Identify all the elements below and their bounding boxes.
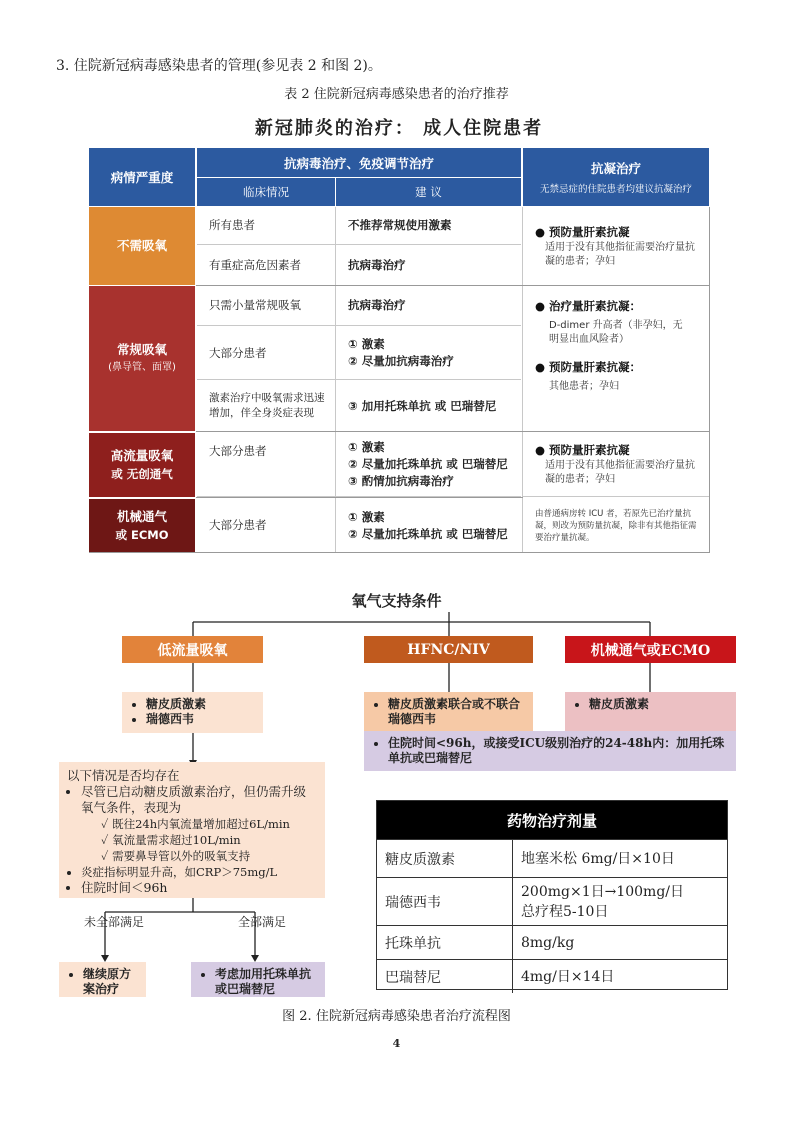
table-row — [377, 925, 727, 959]
clinical-text: 有重症高危因素者 — [209, 258, 301, 272]
severity-label: 不需吸氧 — [116, 238, 167, 253]
anticoag-title: ● 预防量肝素抗凝 — [535, 443, 630, 457]
hfnc-niv-box: HFNC/NIV — [364, 636, 533, 663]
mech-treatment — [565, 692, 736, 731]
consider-box — [191, 962, 325, 997]
dose-text: 总疗程5-10日 — [521, 903, 609, 920]
severity-sub: (鼻导管、面罩) — [108, 361, 176, 373]
anticoag-text: 适用于没有其他指征需要治疗量抗凝的患者；孕妇 — [545, 241, 695, 267]
flowchart-title: 氧气支持条件 — [351, 592, 442, 610]
anticoag-title: ● 预防量肝素抗凝： — [535, 360, 642, 374]
list-item: • 糖皮质激素 — [146, 697, 255, 712]
header-advice: 建 议 — [336, 178, 521, 206]
advice-text: ① 激素 — [348, 509, 385, 524]
condition-sub: ✓ 需要鼻导管以外的吸氧支持 — [101, 848, 317, 864]
drug-name: 糖皮质激素 — [377, 840, 513, 877]
clinical-text: 大部分患者 — [209, 518, 267, 532]
condition-title: 以下情况是否均存在 — [67, 768, 180, 783]
table-row — [377, 959, 727, 993]
low-flow-oxygen-box: 低流量吸氧 — [122, 636, 263, 663]
anticoag-title: ● 预防量肝素抗凝 — [535, 224, 630, 239]
header-anticoag-sub: 无禁忌症的住院患者均建议抗凝治疗 — [539, 184, 692, 195]
low-flow-treatment — [122, 692, 263, 733]
hfnc-treatment — [364, 692, 533, 731]
anticoag-text: D-dimer 升高者（非孕妇，无明显出血风险者） — [549, 320, 683, 345]
advice-text: ① 激素 — [348, 337, 385, 351]
severity-label: 高流量吸氧 — [110, 448, 174, 463]
condition-box — [59, 762, 325, 898]
branch-label-all: 全部满足 — [238, 915, 287, 929]
dose-text: 地塞米松 6mg/日×10日 — [521, 850, 675, 867]
condition-item: • 炎症指标明显升高，如CRP＞75mg/L — [81, 864, 317, 880]
page-number: 4 — [392, 1037, 401, 1050]
severity-label: 常规吸氧 — [116, 341, 167, 357]
continue-box — [59, 962, 146, 997]
condition-item: • 住院时间＜96h — [81, 880, 317, 896]
table-row — [377, 839, 727, 877]
advice-text: ② 尽量加托珠单抗 或 巴瑞替尼 — [348, 457, 508, 471]
mechanical-ecmo-box: 机械通气或ECMO — [565, 636, 736, 663]
drug-name: 巴瑞替尼 — [377, 960, 513, 993]
clinical-text: 大部分患者 — [209, 345, 267, 360]
severity-sub: 或 ECMO — [115, 527, 169, 542]
drug-dose — [513, 926, 727, 959]
dose-table — [376, 800, 728, 990]
advice-text: ③ 酌情加抗病毒治疗 — [348, 474, 454, 488]
advice-text: ② 尽量加托珠单抗 或 巴瑞替尼 — [348, 526, 508, 541]
list-item: • 糖皮质激素联合或不联合瑞德西韦 — [388, 697, 525, 727]
drug-dose — [513, 960, 727, 993]
clinical-text: 所有患者 — [209, 218, 255, 232]
anticoag-text: 其他患者；孕妇 — [549, 381, 619, 392]
branch-label-not-all: 未全部满足 — [84, 915, 145, 929]
drug-name: 瑞德西韦 — [377, 878, 513, 925]
severity-label: 机械通气 — [116, 508, 167, 524]
list-item: • 瑞德西韦 — [146, 712, 255, 727]
header-anticoag-title: 抗凝治疗 — [590, 161, 641, 176]
list-item: • 考虑加用托珠单抗或巴瑞替尼 — [215, 967, 317, 997]
hfnc-extra-treatment — [364, 731, 736, 771]
dose-text: 4mg/日×14日 — [521, 968, 615, 985]
condition-sub: ✓ 氧流量需求超过10L/min — [101, 832, 317, 848]
clinical-text: 激素治疗中吸氧需求迅速增加，伴全身炎症表现 — [209, 392, 325, 419]
condition-sub: ✓ 既往24h内氧流量增加超过6L/min — [101, 816, 317, 832]
advice-text: 抗病毒治疗 — [348, 258, 406, 272]
advice-text: ② 尽量加抗病毒治疗 — [348, 354, 454, 368]
clinical-text: 大部分患者 — [209, 444, 267, 458]
clinical-text: 只需小量常规吸氧 — [209, 298, 301, 312]
list-item: • 继续原方案治疗 — [83, 967, 138, 997]
dose-table-title: 药物治疗剂量 — [377, 801, 727, 839]
advice-text: 不推荐常规使用激素 — [348, 218, 452, 232]
section-heading: 3. 住院新冠病毒感染患者的管理(参见表 2 和图 2)。 — [56, 58, 382, 74]
advice-text: ① 激素 — [348, 440, 385, 454]
advice-text: 抗病毒治疗 — [348, 298, 406, 312]
list-item: • 糖皮质激素 — [589, 697, 728, 712]
condition-item — [81, 784, 317, 864]
anticoag-title: ● 治疗量肝素抗凝： — [535, 299, 642, 313]
dose-text: 8mg/kg — [521, 934, 575, 951]
condition-text: 尽管已启动糖皮质激素治疗，但仍需升级氧气条件，表现为 — [81, 784, 307, 815]
figure-caption: 图 2. 住院新冠病毒感染患者治疗流程图 — [282, 1009, 511, 1024]
table-caption: 表 2 住院新冠病毒感染患者的治疗推荐 — [284, 87, 509, 102]
header-clinical: 临床情况 — [197, 178, 335, 206]
severity-sub: 或 无创通气 — [111, 467, 173, 481]
drug-dose — [513, 878, 727, 925]
anticoag-text: 由普通病房转 ICU 者，若原先已治疗量抗凝，则改为预防量抗凝，除非有其他指征需要治疗量抗凝。 — [535, 508, 697, 543]
dose-text: 200mg×1日→100mg/日 — [521, 883, 685, 900]
advice-text: ③ 加用托珠单抗 或 巴瑞替尼 — [348, 398, 497, 413]
drug-dose — [513, 840, 727, 877]
header-severity: 病情严重度 — [89, 148, 195, 206]
header-antiviral: 抗病毒治疗、免疫调节治疗 — [197, 148, 521, 177]
table-title: 新冠肺炎的治疗： 成人住院患者 — [254, 118, 544, 139]
list-item: • 住院时间<96h，或接受ICU级别治疗的24-48h内：加用托珠单抗或巴瑞替尼 — [388, 736, 728, 766]
table-row — [377, 877, 727, 925]
drug-name: 托珠单抗 — [377, 926, 513, 959]
anticoag-text: 适用于没有其他指征需要治疗量抗凝的患者；孕妇 — [545, 460, 695, 485]
